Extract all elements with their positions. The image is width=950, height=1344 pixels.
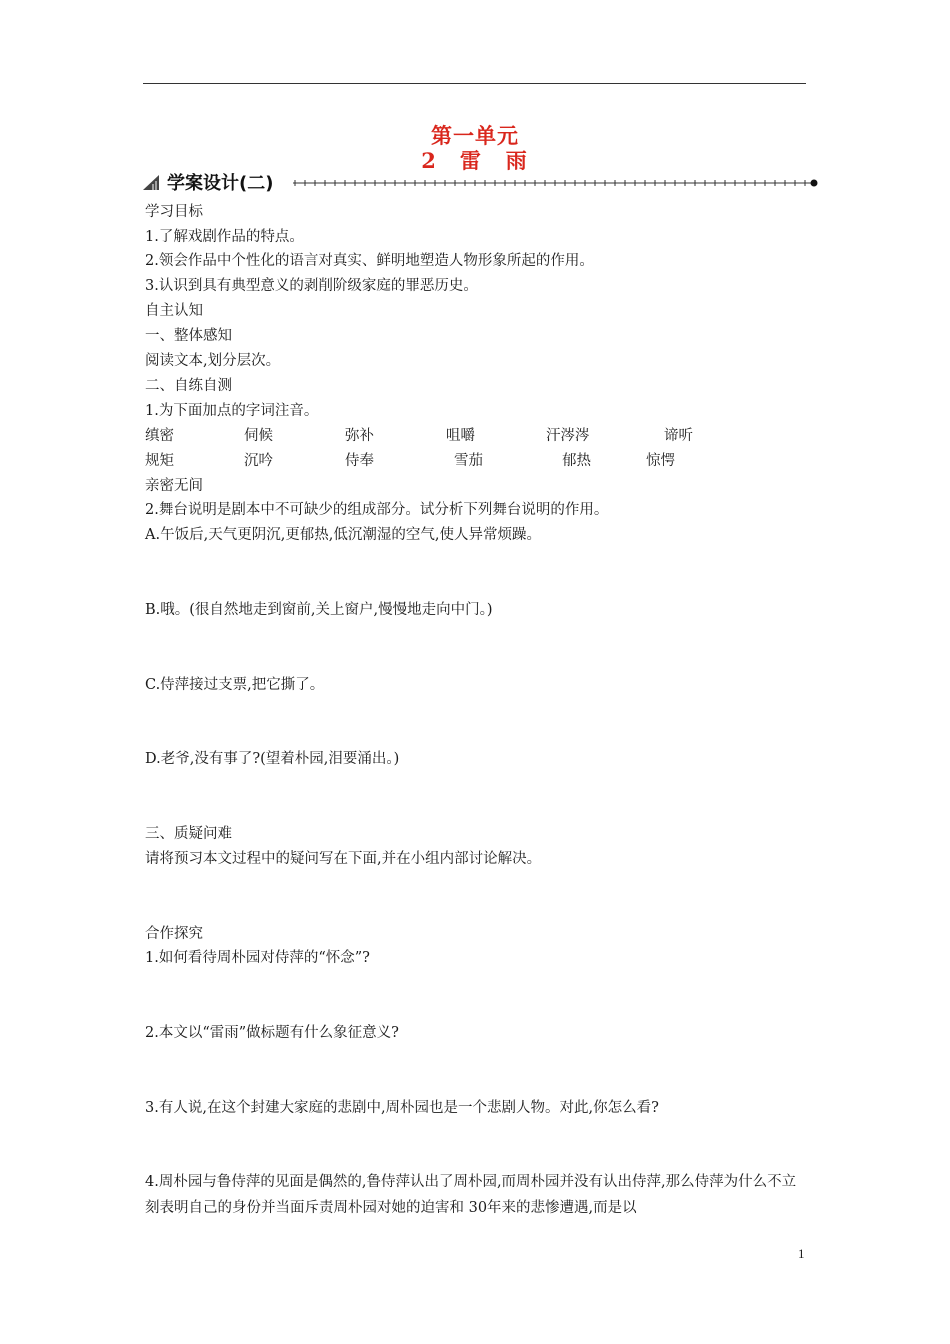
- stage-direction-c: C.侍萍接过支票,把它撕了。: [145, 677, 325, 693]
- self-study-heading: 自主认知: [145, 303, 203, 319]
- word-item: 亲密无间: [145, 478, 203, 494]
- word-item: 惊愕: [646, 453, 675, 469]
- word-item: 沉吟: [244, 453, 273, 469]
- banner-end-dot-icon: [811, 180, 818, 187]
- banner-wedge-icon: [143, 175, 159, 190]
- part1-text: 阅读文本,划分层次。: [145, 353, 281, 369]
- word-item: 规矩: [145, 453, 174, 469]
- word-item: 伺候: [244, 428, 273, 444]
- header-rule: [143, 83, 806, 84]
- stage-direction-a: A.午饭后,天气更阴沉,更郁热,低沉潮湿的空气,使人异常烦躁。: [145, 527, 542, 543]
- objective-1: 1.了解戏剧作品的特点。: [145, 229, 304, 245]
- page-number: 1: [798, 1246, 805, 1261]
- word-item: 郁热: [562, 453, 591, 469]
- lesson-number: 2: [421, 148, 438, 173]
- objectives-heading: 学习目标: [145, 204, 203, 220]
- part2-heading: 二、自练自测: [145, 378, 232, 394]
- unit-title: 第一单元: [431, 123, 519, 148]
- word-item: 汗涔涔: [546, 428, 590, 444]
- coop-question-4: 4.周朴园与鲁侍萍的见面是偶然的,鲁侍萍认出了周朴园,而周朴园并没有认出侍萍,那么侍萍为什么不立刻表明自己的身份并当面斥责周朴园对她的迫害和 30年来的悲惨遭遇,而是以: [145, 1174, 797, 1216]
- objective-3: 3.认识到具有典型意义的剥削阶级家庭的罪恶历史。: [145, 278, 478, 294]
- stage-direction-d: D.老爷,没有事了?(望着朴园,泪要涌出。): [145, 751, 400, 767]
- coop-question-3: 3.有人说,在这个封建大家庭的悲剧中,周朴园也是一个悲剧人物。对此,你怎么看?: [145, 1100, 659, 1116]
- question-2: 2.舞台说明是剧本中不可缺少的组成部分。试分析下列舞台说明的作用。: [145, 502, 609, 518]
- part1-heading: 一、整体感知: [145, 328, 232, 344]
- stage-direction-b: B.哦。(很自然地走到窗前,关上窗户,慢慢地走向中门。): [145, 602, 493, 618]
- coop-question-1: 1.如何看待周朴园对侍萍的“怀念”?: [145, 950, 370, 966]
- banner-label: 学案设计(二): [167, 172, 277, 196]
- word-item: 雪茄: [454, 453, 483, 469]
- word-item: 咀嚼: [446, 428, 475, 444]
- word-item: 谛听: [664, 428, 693, 444]
- lesson-title: 雷 雨: [459, 148, 529, 173]
- lesson-title-line: [0, 149, 950, 173]
- part3-text: 请将预习本文过程中的疑问写在下面,并在小组内部讨论解决。: [145, 851, 542, 867]
- coop-question-2: 2.本文以“雷雨”做标题有什么象征意义?: [145, 1025, 399, 1041]
- word-item: 弥补: [345, 428, 374, 444]
- question-1: 1.为下面加点的字词注音。: [145, 403, 319, 419]
- objective-2: 2.领会作品中个性化的语言对真实、鲜明地塑造人物形象所起的作用。: [145, 253, 594, 269]
- section-banner: [143, 172, 820, 196]
- word-item: 缜密: [145, 428, 174, 444]
- cooperation-heading: 合作探究: [145, 926, 203, 942]
- word-item: 侍奉: [345, 453, 374, 469]
- part3-heading: 三、质疑问难: [145, 826, 232, 842]
